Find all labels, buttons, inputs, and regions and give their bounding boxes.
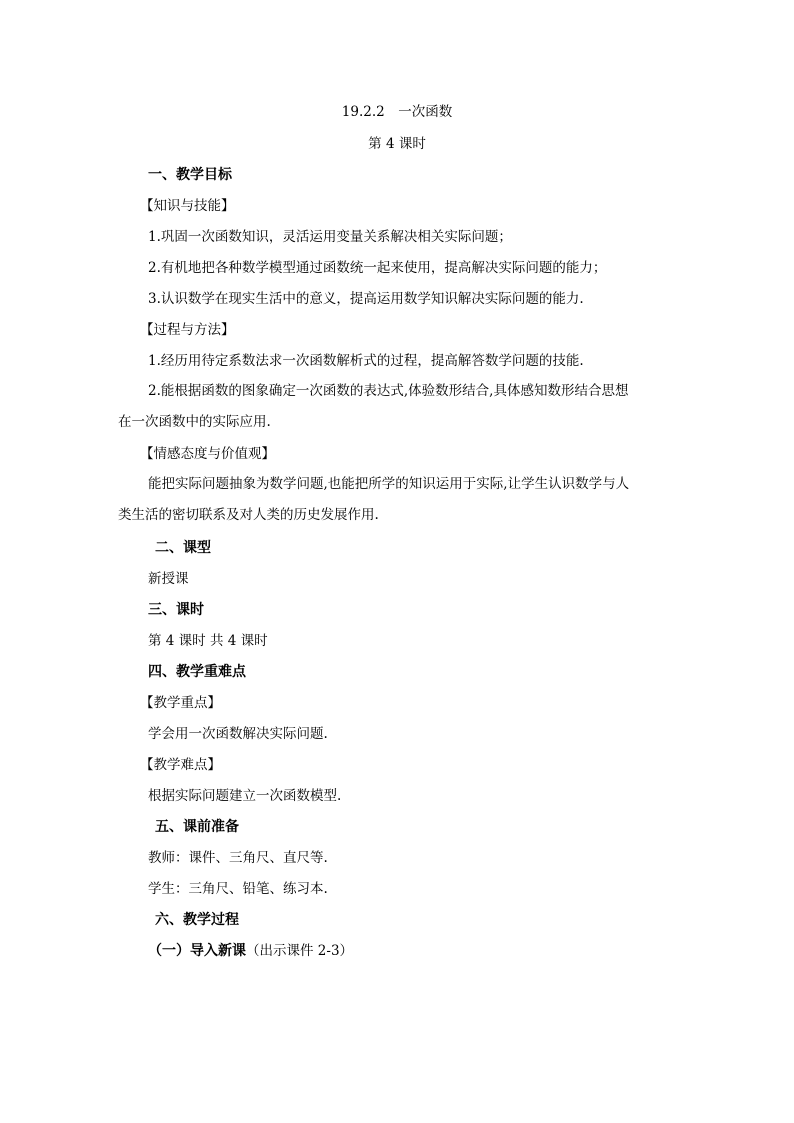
- subheading-focus: 【教学重点】: [140, 695, 221, 711]
- subheading-emotion: 【情感态度与价值观】: [140, 446, 275, 462]
- focus-text: 学会用一次函数解决实际问题.: [148, 726, 328, 742]
- difficulty-text: 根据实际问题建立一次函数模型.: [148, 788, 342, 804]
- emotion-text: 能把实际问题抽象为数学问题,也能把所学的知识运用于实际,让学生认识数学与人类生活的密切联系及对人类的历史发展作用.: [118, 476, 630, 523]
- knowledge-item-1: 1.巩固一次函数知识，灵活运用变量关系解决相关实际问题；: [148, 229, 512, 245]
- lesson-type-text: 新授课: [148, 571, 189, 587]
- section-heading-class-hours: 三、课时: [148, 602, 204, 618]
- lesson-number: 第 4 课时: [368, 136, 426, 152]
- process-subsection-note: （出示课件 2-3）: [246, 943, 354, 959]
- preparation-student: 学生：三角尺、铅笔、练习本.: [148, 881, 328, 897]
- section-heading-key-points: 四、教学重难点: [148, 664, 246, 680]
- preparation-teacher: 教师：课件、三角尺、直尺等.: [148, 850, 328, 866]
- process-subsection: [148, 941, 353, 961]
- subheading-knowledge: 【知识与技能】: [140, 198, 235, 214]
- document-title: 19.2.2 一次函数: [341, 104, 453, 120]
- section-heading-lesson-type: 二、课型: [155, 540, 211, 556]
- section-heading-objectives: 一、教学目标: [148, 167, 232, 183]
- process-item-1: 1.经历用待定系数法求一次函数解析式的过程，提高解答数学问题的技能.: [148, 353, 584, 369]
- knowledge-item-3: 3.认识数学在现实生活中的意义，提高运用数学知识解决实际问题的能力.: [148, 291, 584, 307]
- section-heading-preparation: 五、课前准备: [155, 819, 239, 835]
- process-item-2: 2.能根据函数的图象确定一次函数的表达式,体验数形结合,具体感知数形结合思想在一次函数中的实际应用.: [118, 383, 629, 430]
- subheading-difficulty: 【教学难点】: [140, 757, 221, 773]
- process-subsection-title: （一）导入新课: [148, 943, 246, 959]
- subheading-process: 【过程与方法】: [140, 322, 235, 338]
- class-hours-text: 第 4 课时 共 4 课时: [148, 633, 268, 649]
- section-heading-process: 六、教学过程: [155, 912, 239, 928]
- knowledge-item-2: 2.有机地把各种数学模型通过函数统一起来使用，提高解决实际问题的能力；: [148, 260, 607, 276]
